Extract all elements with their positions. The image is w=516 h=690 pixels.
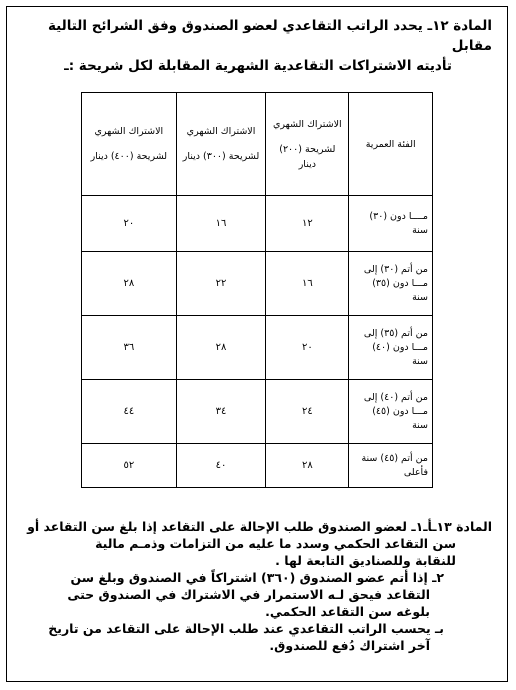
value-cell: ٢٤ bbox=[266, 380, 349, 444]
age-cell: من أتم (٣٠) إلى مـــا دون (٣٥) سنة bbox=[349, 252, 433, 316]
article-13-a-line-3: للنقابة وللصناديق التابعة لها . bbox=[275, 553, 456, 568]
table-row bbox=[82, 316, 433, 380]
value-cell: ٢٨ bbox=[266, 444, 349, 488]
value-cell: ٣٦ bbox=[82, 316, 177, 380]
article-13-p2-line-1: ٢ـ إذا أتم عضو الصندوق (٣٦٠) اشتراكاً في الصندوق وبلغ سن bbox=[70, 570, 444, 585]
header-bracket-300: الاشتراك الشهري لشريحة (٣٠٠) دينار bbox=[176, 93, 266, 196]
value-cell: ٥٢ bbox=[82, 444, 177, 488]
age-cell: من أتم (٤٠) إلى مـــا دون (٤٥) سنة bbox=[349, 380, 433, 444]
header-age-group: الفئة العمرية bbox=[349, 93, 433, 196]
article-13-b-line-1: بـ يحسب الراتب التقاعدي عند طلب الإحالة على التقاعد من تاريخ bbox=[48, 621, 444, 636]
article-13-p2-line-3: بلوغه سن التقاعد الحكمي. bbox=[265, 604, 430, 619]
article-13-a-line-2: سن التقاعد الحكمي وسدد ما عليه من التزامات وذمـم مالية bbox=[95, 536, 456, 551]
article-12-text bbox=[22, 16, 492, 76]
value-cell: ٢٢ bbox=[176, 252, 266, 316]
value-cell: ٤٤ bbox=[82, 380, 177, 444]
value-cell: ٢٨ bbox=[82, 252, 177, 316]
value-cell: ٤٠ bbox=[176, 444, 266, 488]
document-page bbox=[14, 14, 500, 674]
age-cell: مــــا دون (٣٠) سنة bbox=[349, 196, 433, 252]
value-cell: ١٦ bbox=[266, 252, 349, 316]
article-13-text bbox=[22, 518, 492, 654]
age-cell: من أتم (٤٥) سنة فأعلى bbox=[349, 444, 433, 488]
table-row bbox=[82, 444, 433, 488]
age-cell: من أتم (٣٥) إلى مـــا دون (٤٠) سنة bbox=[349, 316, 433, 380]
table-row bbox=[82, 380, 433, 444]
value-cell: ١٦ bbox=[176, 196, 266, 252]
value-cell: ٢٠ bbox=[266, 316, 349, 380]
value-cell: ٢٠ bbox=[82, 196, 177, 252]
article-13-p2-line-2: التقاعد فيحق لـه الاستمرار في الاشتراك في الصندوق حتى bbox=[67, 587, 430, 602]
header-bracket-400: الاشتراك الشهري لشريحة (٤٠٠) دينار bbox=[82, 93, 177, 196]
value-cell: ٢٨ bbox=[176, 316, 266, 380]
article-13-b-line-2: آخر اشتراك دُفع للصندوق. bbox=[269, 638, 430, 653]
header-bracket-200: الاشتراك الشهري لشريحة (٢٠٠) دينار bbox=[266, 93, 349, 196]
table-row bbox=[82, 252, 433, 316]
article-13-a-line-1: المادة ١٣ـأـ١ـ لعضو الصندوق طلب الإحالة على التقاعد إذا بلغ سن التقاعد أو bbox=[27, 519, 492, 534]
contribution-table bbox=[81, 92, 433, 488]
value-cell: ٣٤ bbox=[176, 380, 266, 444]
value-cell: ١٢ bbox=[266, 196, 349, 252]
article-12-line-2: تأديته الاشتراكات التقاعدية الشهرية المقابلة لكل شريحة :ـ bbox=[64, 58, 452, 74]
table-row bbox=[82, 196, 433, 252]
article-12-line-1: المادة ١٢ـ يحدد الراتب التقاعدي لعضو الصندوق وفق الشرائح التالية مقابل bbox=[47, 18, 492, 54]
table-header-row bbox=[82, 93, 433, 196]
